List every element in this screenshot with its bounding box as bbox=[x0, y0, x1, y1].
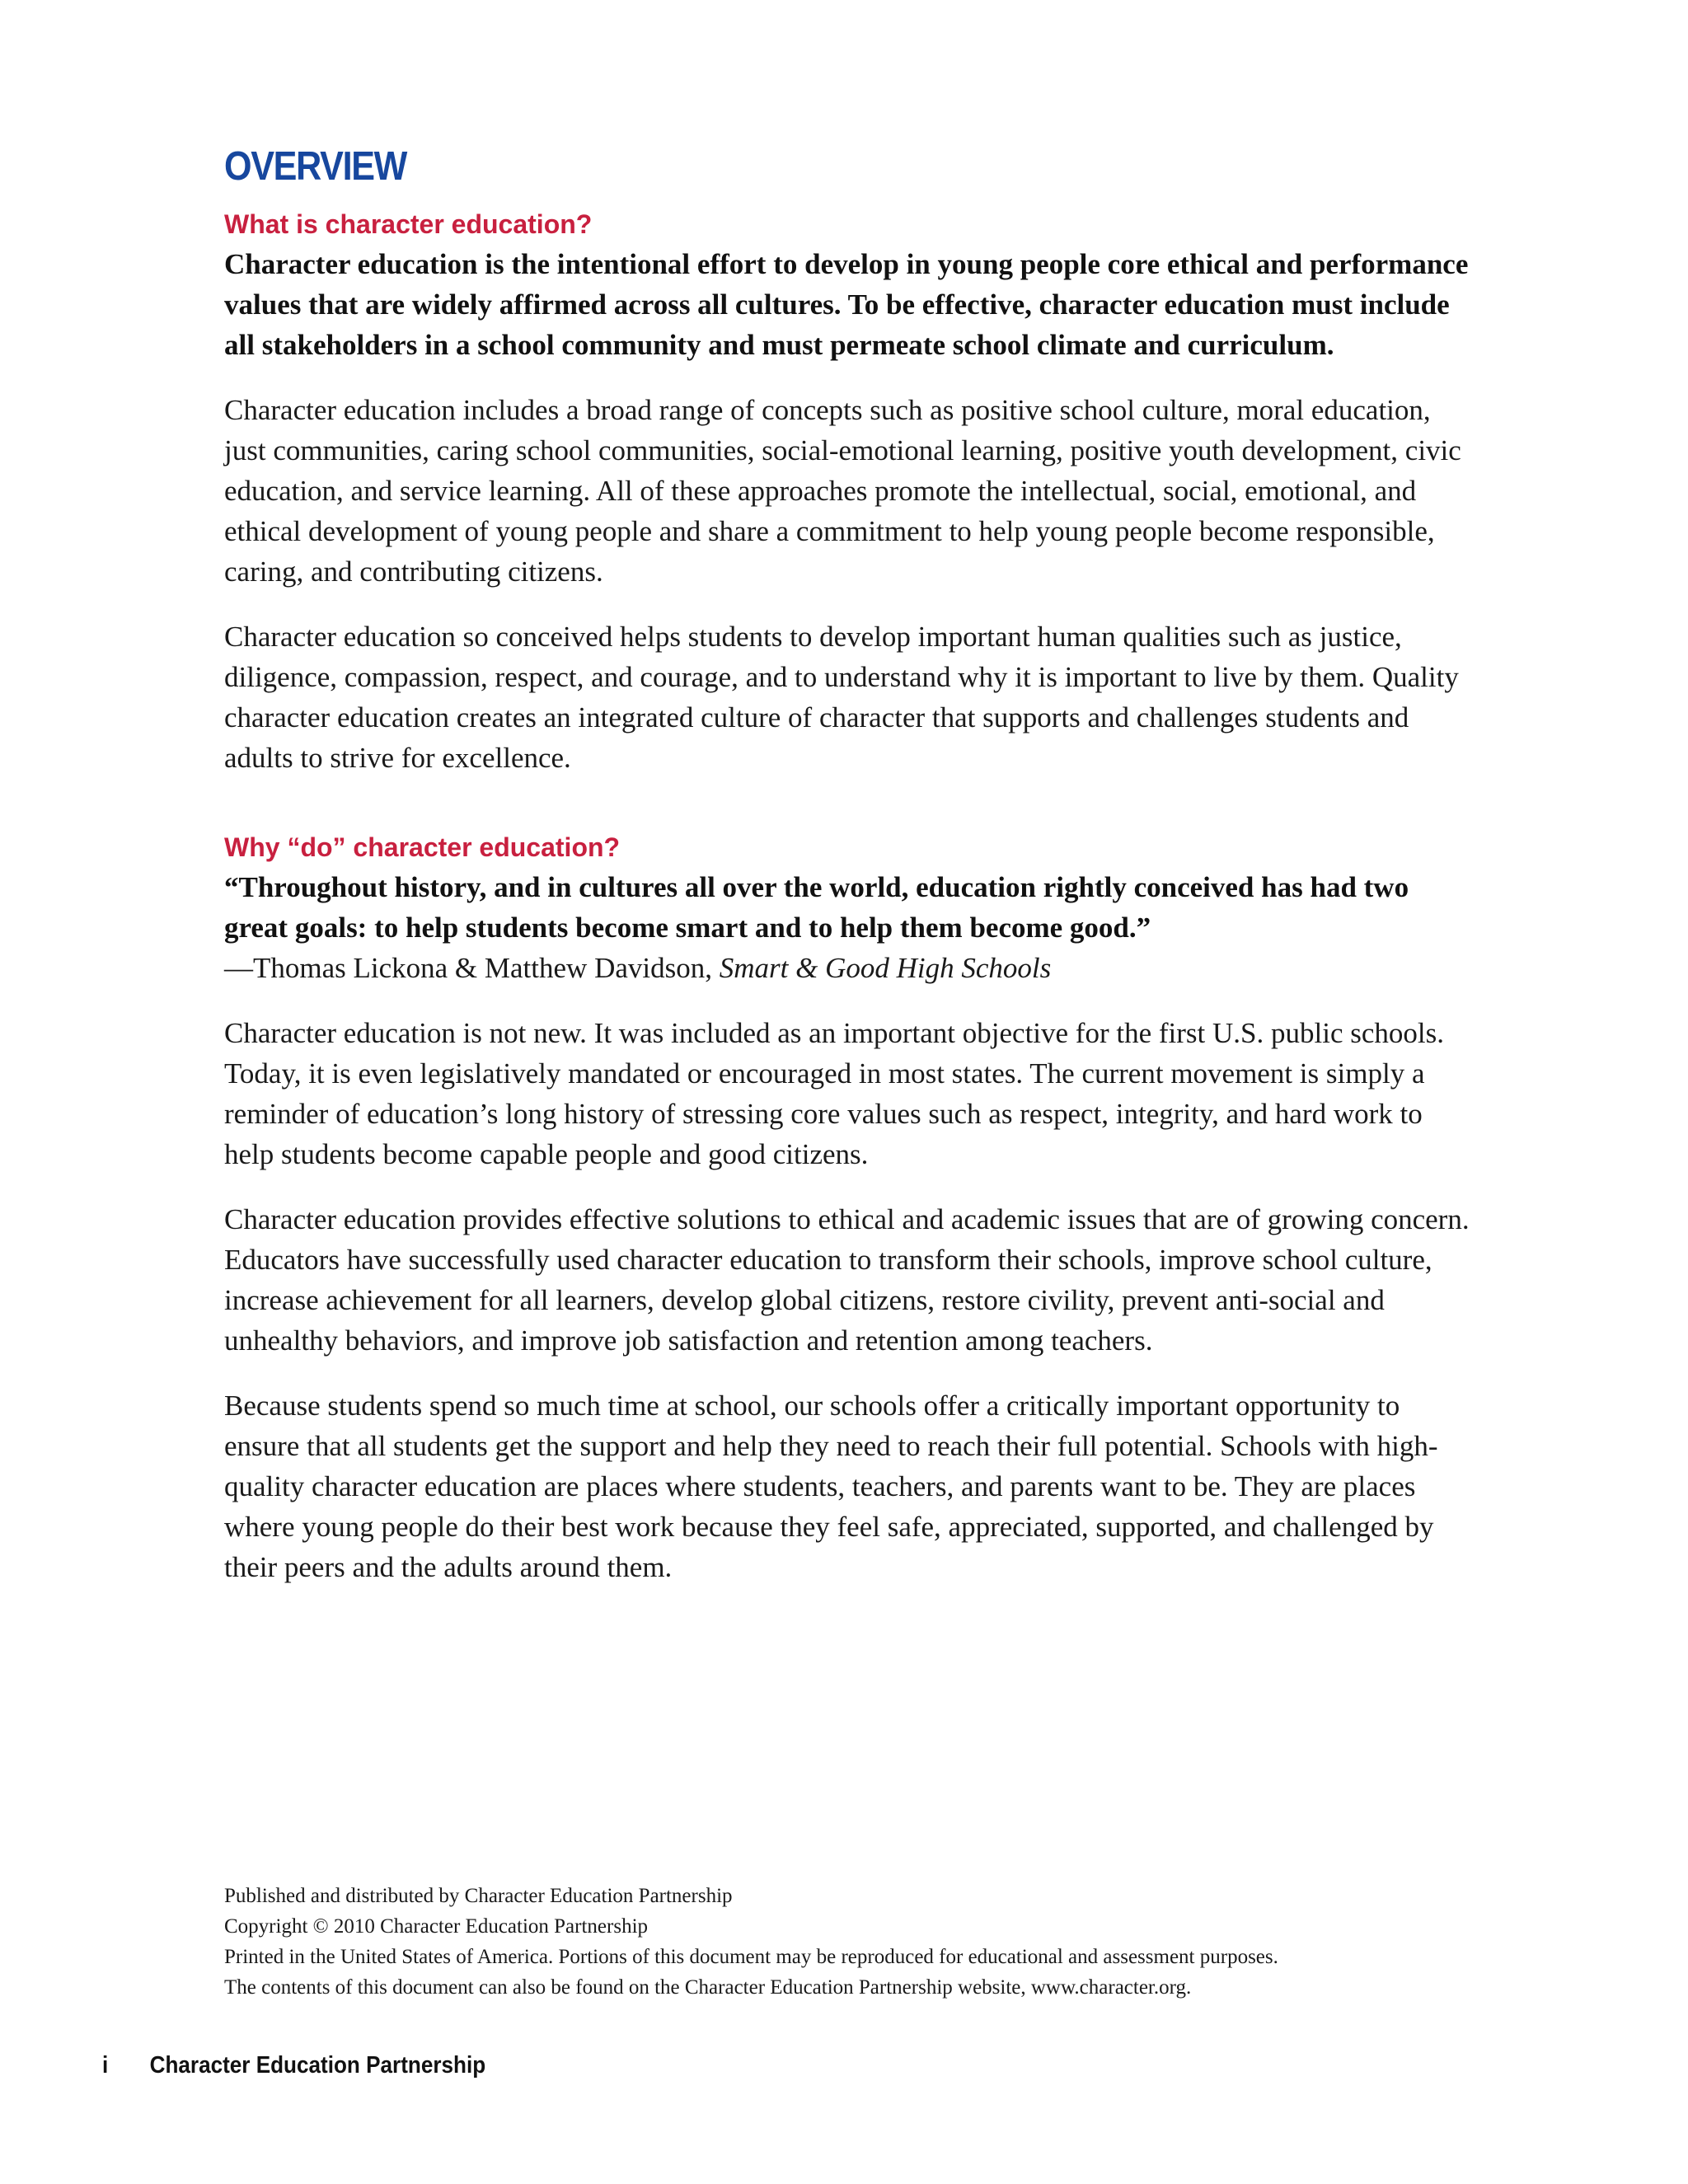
colophon bbox=[224, 1881, 1477, 2003]
section-why-do bbox=[224, 829, 1477, 1587]
paragraph: Character education provides effective solutions to ethical and academic issues that are of growing concern. Educators have successfully used character education to transform their schools, improve school culture, increase achievement for all learners, develop global citizens, restore civility, prevent anti-social and unhealthy behaviors, and improve job satisfaction and retention among teachers. bbox=[224, 1203, 1470, 1357]
quote-attribution bbox=[224, 948, 1477, 988]
paragraph: Because students spend so much time at school, our schools offer a critically important opportunity to ensure that all students get the support and help they need to reach their full potential. Schools with high-quality character education are places where students, teachers, and parents want to be. They are places where young people do their best work because they feel safe, appreciated, supported, and challenged by their peers and the adults around them. bbox=[224, 1390, 1438, 1583]
page-number: i bbox=[102, 2052, 109, 2079]
main-content bbox=[224, 142, 1477, 1587]
attribution-authors: —Thomas Lickona & Matthew Davidson, bbox=[224, 952, 720, 984]
colophon-line: Copyright © 2010 Character Education Partnership bbox=[224, 1915, 649, 1938]
paragraph: Character education is not new. It was included as an important objective for the first U.S. public schools. Today, it is even legislatively mandated or encouraged in most states. The current movement is simply a reminder of education’s long history of stressing core values such as respect, integrity, and hard work to help students become capable people and good citizens. bbox=[224, 1017, 1444, 1170]
paragraph: Character education includes a broad range of concepts such as positive school culture, moral education, just communities, caring school communities, social-emotional learning, positive youth development, civic education, and service learning. All of these approaches promote the intellectual, social, emotional, and ethical development of young people and share a commitment to help young people become responsible, caring, and contributing citizens. bbox=[224, 394, 1461, 588]
page-title: OVERVIEW bbox=[224, 144, 407, 189]
section-heading-why-do: Why “do” character education? bbox=[224, 832, 621, 862]
paragraph: Character education so conceived helps students to develop important human qualities such as justice, diligence, compassion, respect, and courage, and to understand why it is important to live by them. Quality character education creates an integrated culture of character that supports and challenges students and adults to strive for excellence. bbox=[224, 621, 1459, 774]
section-what-is bbox=[224, 206, 1477, 778]
colophon-line: The contents of this document can also be found on the Character Education Partnership website, www.character.org. bbox=[224, 1976, 1192, 1999]
section-heading-what-is: What is character education? bbox=[224, 209, 593, 239]
page-footer bbox=[102, 2052, 485, 2079]
colophon-line: Published and distributed by Character Education Partnership bbox=[224, 1885, 733, 1907]
colophon-line: Printed in the United States of America. Portions of this document may be reproduced for educational and assessment purposes. bbox=[224, 1946, 1278, 1968]
pull-quote: “Throughout history, and in cultures all over the world, education rightly conceived has had two great goals: to help students become smart and to help them become good.” bbox=[224, 871, 1409, 944]
definition-lead: Character education is the intentional effort to develop in young people core ethical and performance values that are widely affirmed across all cultures. To be effective, character education must include all stakeholders in a school community and must permeate school climate and curriculum. bbox=[224, 248, 1469, 361]
attribution-book-title: Smart & Good High Schools bbox=[719, 952, 1052, 984]
footer-organization: Character Education Partnership bbox=[149, 2052, 486, 2079]
